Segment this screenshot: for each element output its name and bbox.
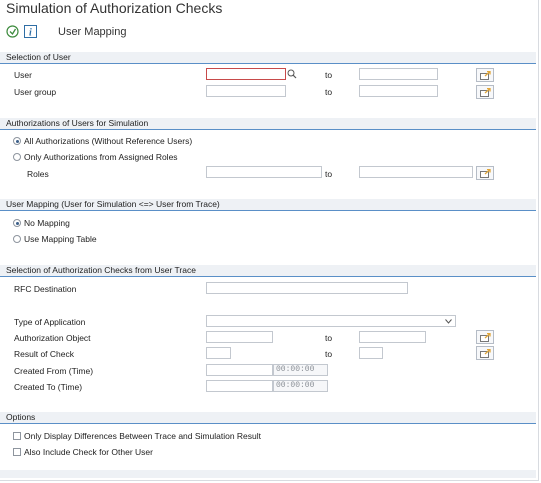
created-to-label: Created To (Time) xyxy=(14,382,83,392)
created-to-date-field[interactable] xyxy=(206,380,273,392)
radio-assigned-roles-label: Only Authorizations from Assigned Roles xyxy=(24,152,178,162)
multiple-selection-button-auth-object[interactable] xyxy=(476,330,494,344)
chevron-down-icon xyxy=(445,319,452,324)
user-label: User xyxy=(14,70,32,80)
radio-no-mapping-label: No Mapping xyxy=(24,218,70,228)
multiple-selection-button-result[interactable] xyxy=(476,346,494,360)
created-from-label: Created From (Time) xyxy=(14,366,94,376)
svg-text:i: i xyxy=(29,27,32,38)
section-title-authorizations: Authorizations of Users for Simulation xyxy=(6,118,149,128)
to-label: to xyxy=(325,87,333,97)
radio-assigned-roles[interactable] xyxy=(13,153,21,161)
created-from-time-field[interactable]: 00:00:00 xyxy=(273,364,328,376)
user-group-to-field[interactable] xyxy=(359,85,438,97)
section-title-selection-of-user: Selection of User xyxy=(6,52,71,62)
multiple-selection-button-roles[interactable] xyxy=(476,166,494,180)
user-from-field[interactable] xyxy=(206,68,286,80)
checkbox-only-differences-label: Only Display Differences Between Trace and Simulation Result xyxy=(24,431,262,441)
section-title-user-mapping: User Mapping (User for Simulation <=> User from Trace) xyxy=(6,199,220,209)
user-to-field[interactable] xyxy=(359,68,438,80)
user-mapping-button[interactable]: User Mapping xyxy=(58,26,127,38)
result-of-check-from-field[interactable] xyxy=(206,347,231,359)
info-icon[interactable] xyxy=(24,25,37,40)
user-group-from-field[interactable] xyxy=(206,85,286,97)
roles-to-field[interactable] xyxy=(359,166,473,178)
created-from-date-field[interactable] xyxy=(206,364,273,376)
roles-label: Roles xyxy=(27,169,49,179)
to-label: to xyxy=(325,70,333,80)
application-type-label: Type of Application xyxy=(14,317,86,327)
result-of-check-label: Result of Check xyxy=(14,349,74,359)
section-title-trace-selection: Selection of Authorization Checks from User Trace xyxy=(6,265,196,275)
search-help-icon[interactable] xyxy=(287,69,297,81)
result-of-check-to-field[interactable] xyxy=(359,347,383,359)
roles-from-field[interactable] xyxy=(206,166,322,178)
radio-no-mapping[interactable] xyxy=(13,219,21,227)
user-group-label: User group xyxy=(14,87,57,97)
to-label: to xyxy=(325,333,333,343)
execute-icon[interactable] xyxy=(6,25,19,40)
application-type-dropdown[interactable] xyxy=(206,315,456,327)
rfc-destination-label: RFC Destination xyxy=(14,284,77,294)
authorization-object-label: Authorization Object xyxy=(14,333,91,343)
checkbox-only-differences[interactable] xyxy=(13,432,21,440)
multiple-selection-button-user-group[interactable] xyxy=(476,85,494,99)
footer-bar xyxy=(0,470,536,478)
radio-all-authorizations[interactable] xyxy=(13,137,21,145)
page-title: Simulation of Authorization Checks xyxy=(6,0,223,16)
multiple-selection-button-user[interactable] xyxy=(476,68,494,82)
checkbox-other-user[interactable] xyxy=(13,448,21,456)
rfc-destination-field[interactable] xyxy=(206,282,408,294)
created-to-time-field[interactable]: 00:00:00 xyxy=(273,380,328,392)
checkbox-other-user-label: Also Include Check for Other User xyxy=(24,447,153,457)
radio-all-authorizations-label: All Authorizations (Without Reference Users) xyxy=(24,136,193,146)
authorization-object-to-field[interactable] xyxy=(359,331,426,343)
radio-mapping-table[interactable] xyxy=(13,235,21,243)
section-title-options: Options xyxy=(6,412,36,422)
section-options xyxy=(0,412,536,424)
authorization-object-from-field[interactable] xyxy=(206,331,273,343)
radio-mapping-table-label: Use Mapping Table xyxy=(24,234,97,244)
section-selection-of-user xyxy=(0,52,536,64)
to-label: to xyxy=(325,169,333,179)
to-label: to xyxy=(325,349,333,359)
